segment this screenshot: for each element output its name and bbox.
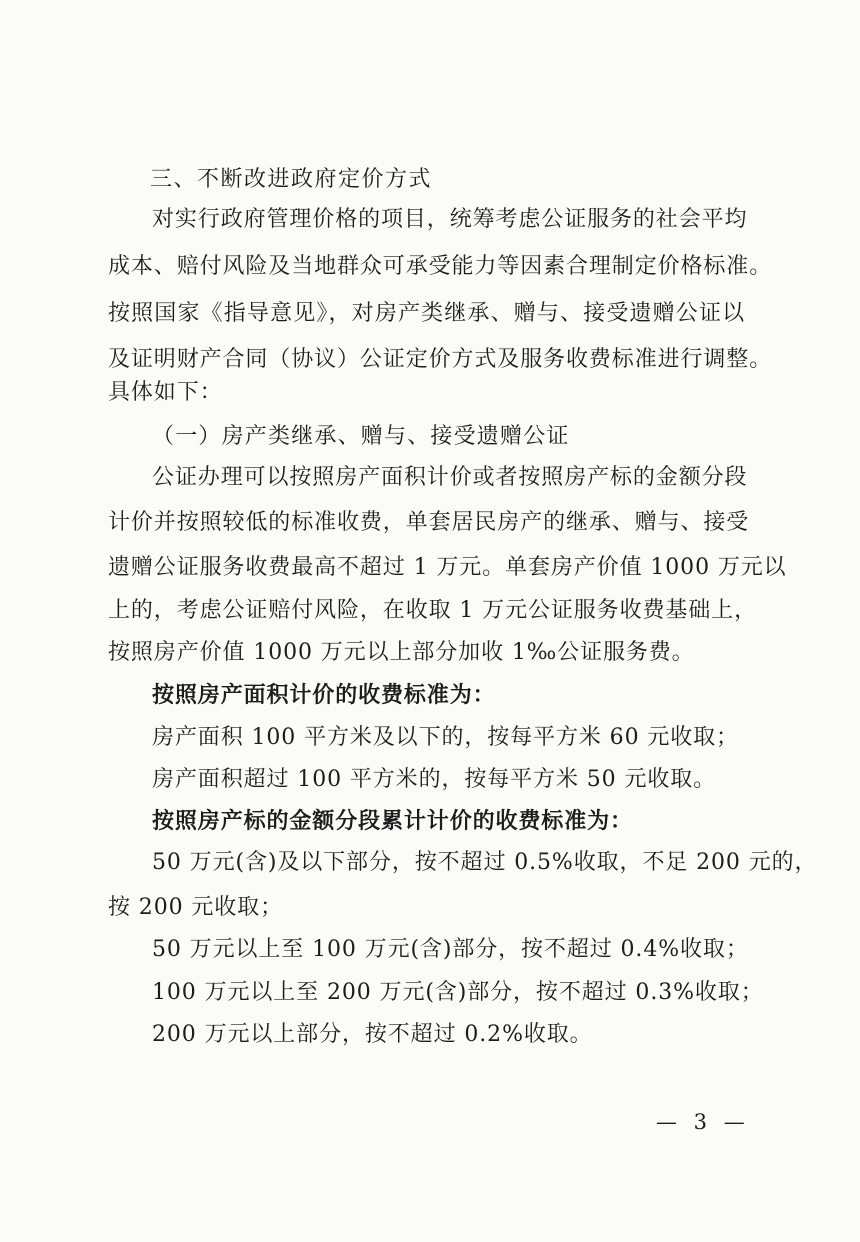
value-pricing-heading: 按照房产标的金额分段累计计价的收费标准为： — [152, 808, 633, 834]
paragraph-line: 及证明财产合同（协议）公证定价方式及服务收费标准进行调整。 — [108, 347, 773, 372]
value-rule-line: 50 万元(含)及以下部分，按不超过 0.5%收取，不足 200 元的， — [152, 850, 818, 875]
area-pricing-heading: 按照房产面积计价的收费标准为： — [152, 682, 496, 708]
paragraph-line: 成本、赔付风险及当地群众可承受能力等因素合理制定价格标准。 — [108, 254, 773, 279]
value-rule-item: 50 万元以上至 100 万元(含)部分，按不超过 0.4%收取； — [152, 937, 749, 962]
value-rule-item: 200 万元以上部分，按不超过 0.2%收取。 — [152, 1022, 593, 1047]
area-rule-item: 房产面积 100 平方米及以下的，按每平方米 60 元收取； — [152, 725, 739, 750]
area-rule-item: 房产面积超过 100 平方米的，按每平方米 50 元收取。 — [152, 767, 717, 792]
value-rule-line: 按 200 元收取； — [108, 895, 283, 920]
paragraph-line: 具体如下： — [108, 380, 223, 405]
page-number: — 3 — — [656, 1110, 750, 1134]
paragraph-line: 按照房产价值 1000 万元以上部分加收 1‰公证服务费。 — [108, 640, 695, 665]
paragraph-line: 按照国家《指导意见》，对房产类继承、赠与、接受遗赠公证以 — [108, 301, 745, 326]
paragraph-line: 遗赠公证服务收费最高不超过 1 万元。单套房产价值 1000 万元以 — [108, 555, 787, 580]
section-heading: 三、不断改进政府定价方式 — [150, 167, 433, 192]
paragraph-line: 对实行政府管理价格的项目，统筹考虑公证服务的社会平均 — [152, 207, 748, 232]
paragraph-line: 上的，考虑公证赔付风险，在收取 1 万元公证服务收费基础上， — [108, 598, 757, 623]
value-rule-item: 100 万元以上至 200 万元(含)部分，按不超过 0.3%收取； — [152, 980, 764, 1005]
paragraph-line: 公证办理可以按照房产面积计价或者按照房产标的金额分段 — [152, 465, 748, 490]
paragraph-line: 计价并按照较低的标准收费，单套居民房产的继承、赠与、接受 — [108, 510, 750, 535]
subheading-house-notarization: （一）房产类继承、赠与、接受遗赠公证 — [152, 424, 570, 449]
